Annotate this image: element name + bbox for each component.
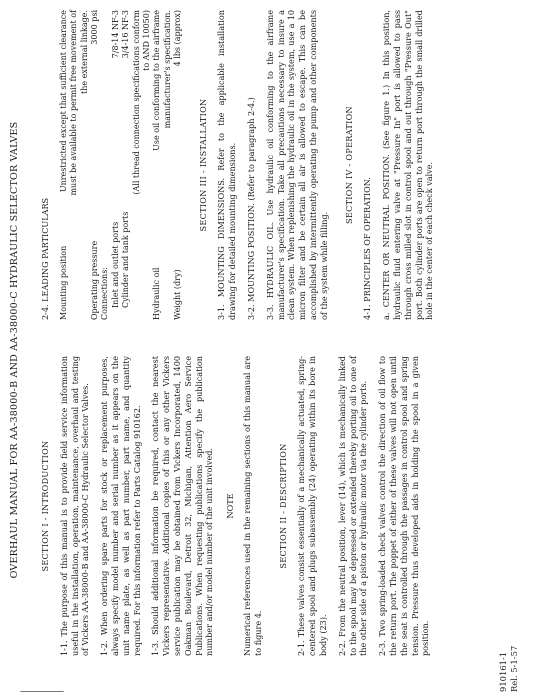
particular-label	[132, 202, 153, 320]
release-date: Rel. 5-1-57	[509, 645, 519, 692]
particular-value: 3000 psi	[90, 10, 100, 45]
footer	[498, 646, 520, 692]
table-row	[132, 10, 153, 320]
binding-mark	[20, 689, 64, 692]
particular-value: Use oil conforming to the airframe manufacturer's specification.	[152, 10, 172, 151]
particular-value: (All thread connection specifications conform to AND 10050)	[131, 10, 152, 195]
document-title: OVERHAUL MANUAL FOR AA-38000-B AND AA-38000-C HYDRAULIC SELECTOR VALVES	[9, 121, 20, 579]
table-row	[121, 10, 131, 320]
particular-label: Hydraulic oil	[152, 267, 162, 320]
table-row	[173, 10, 183, 320]
particular-value: 3/4-16 NF-3	[121, 10, 131, 59]
paragraph-2-2: 2-2. From the neutral position, lever (14), which is mechanically linked to the spool may be depressed or extended thereby porting oil to one of the other side of a piston or hydraulic motor via the cylinder ports.	[336, 356, 369, 656]
paragraph-3-1: 3-1. MOUNTING DIMENSIONS. Refer to the applicable installation drawing for detailed mounting dimensions.	[216, 10, 238, 320]
right-column	[40, 10, 443, 320]
particular-label: Cylinder and tank ports	[121, 211, 131, 308]
particular-label: Mounting position	[58, 245, 68, 320]
paragraph-3-3: 3-3. HYDRAULIC OIL. Use hydraulic oil conforming to the airframe manufacturer's specification. Take all precautions necessary to insure a clean system. When replenishing the hydraulic oil in the system, use a 10 micron filter and be certain all air is allowed to escape. This can be accomplished by intermittently operating the pump and other components of the system while filling.	[264, 10, 329, 320]
particular-value: 7/8-14 NF-3	[110, 10, 120, 59]
paragraph-2-1: 2-1. These valves consist essentially of a mechanically actuated, spring-centered spool and plugs subassembly (24) operating within its bore in body (23).	[296, 356, 328, 656]
paragraph-3-2: 3-2. MOUNTING POSITION. (Refer to paragraph 2-4.)	[246, 97, 257, 320]
document-number: 910161-1	[498, 651, 508, 692]
table-row	[111, 10, 121, 320]
paragraph-1-2: 1-2. When ordering spare parts for stock or replacement purposes, always specify model number and serial number as it appears on the unit name plate, as well as part number, part name, and quantity required. For this information refer to Parts Catalog 910162.	[99, 356, 142, 656]
section-4-heading: SECTION IV - OPERATION	[343, 106, 354, 224]
table-row	[90, 10, 100, 320]
particular-label: Connections:	[100, 267, 110, 320]
note-heading: NOTE	[225, 493, 236, 519]
left-column	[40, 356, 439, 656]
leading-particulars-heading: 2-4. LEADING PARTICULARS	[40, 197, 50, 320]
table-row	[152, 10, 173, 320]
particular-label: Operating pressure	[90, 240, 100, 320]
particular-value	[100, 10, 110, 202]
particular-value: Unrestricted except that sufficient clearance must be available to permit free movement of the external linkage.	[58, 10, 89, 196]
paragraph-1-3: 1-3. Should additional information be required, contact the nearest Vickers representative. Additional copies of this or any other Vickers service publication may be obtained from Vickers Incorporated, 1400 Oakman Boulevard, Detroit 32, Michigan, Attention Aero Service Publications. When requesting publications specify the publication number and/or model number of the unit involved.	[150, 356, 215, 656]
paragraph-2-3: 2-3. Two spring-loaded check valves control the direction of oil flow to the return port. The poppet of either of these valves will not open until the seat is controlled through the passages in control spool and spring tension. Pressure thus developed aids in holding the spool in a given position.	[377, 356, 431, 656]
table-row	[100, 10, 110, 320]
section-1-heading: SECTION I - INTRODUCTION	[40, 440, 50, 572]
particular-label: Weight (dry)	[173, 269, 183, 320]
section-2-heading: SECTION II - DESCRIPTION	[277, 443, 288, 569]
paragraph-4-1: 4-1. PRINCIPLES OF OPERATION.	[362, 177, 373, 320]
particular-label: Inlet and outlet ports	[110, 221, 120, 308]
paragraph-1-1: 1-1. The purpose of this manual is to provide field service information useful in the installation, operation, maintenance, overhaul and testing of Vickers AA-38000-B and AA-38000-C Hydraulic Selector Valves.	[58, 356, 91, 656]
note-text: Numerical references used in the remaining sections of this manual are to figure 4.	[241, 356, 263, 656]
table-row	[59, 10, 90, 320]
section-3-heading: SECTION III - INSTALLATION	[197, 98, 208, 232]
leading-particulars-table	[59, 10, 184, 320]
particular-value: 4 lbs (approx)	[173, 10, 183, 67]
paragraph-4-1-a: a. CENTER OR NEUTRAL POSITION. (See figure 1.) In this position, hydraulic fluid entering valve at "Pressure In" port is allowed to pass through cross milled slot in control spool and out through "Pressure Out" port. Both cylinder ports are open to return port through the small drilled hole in the center of each check valve.	[381, 10, 435, 320]
